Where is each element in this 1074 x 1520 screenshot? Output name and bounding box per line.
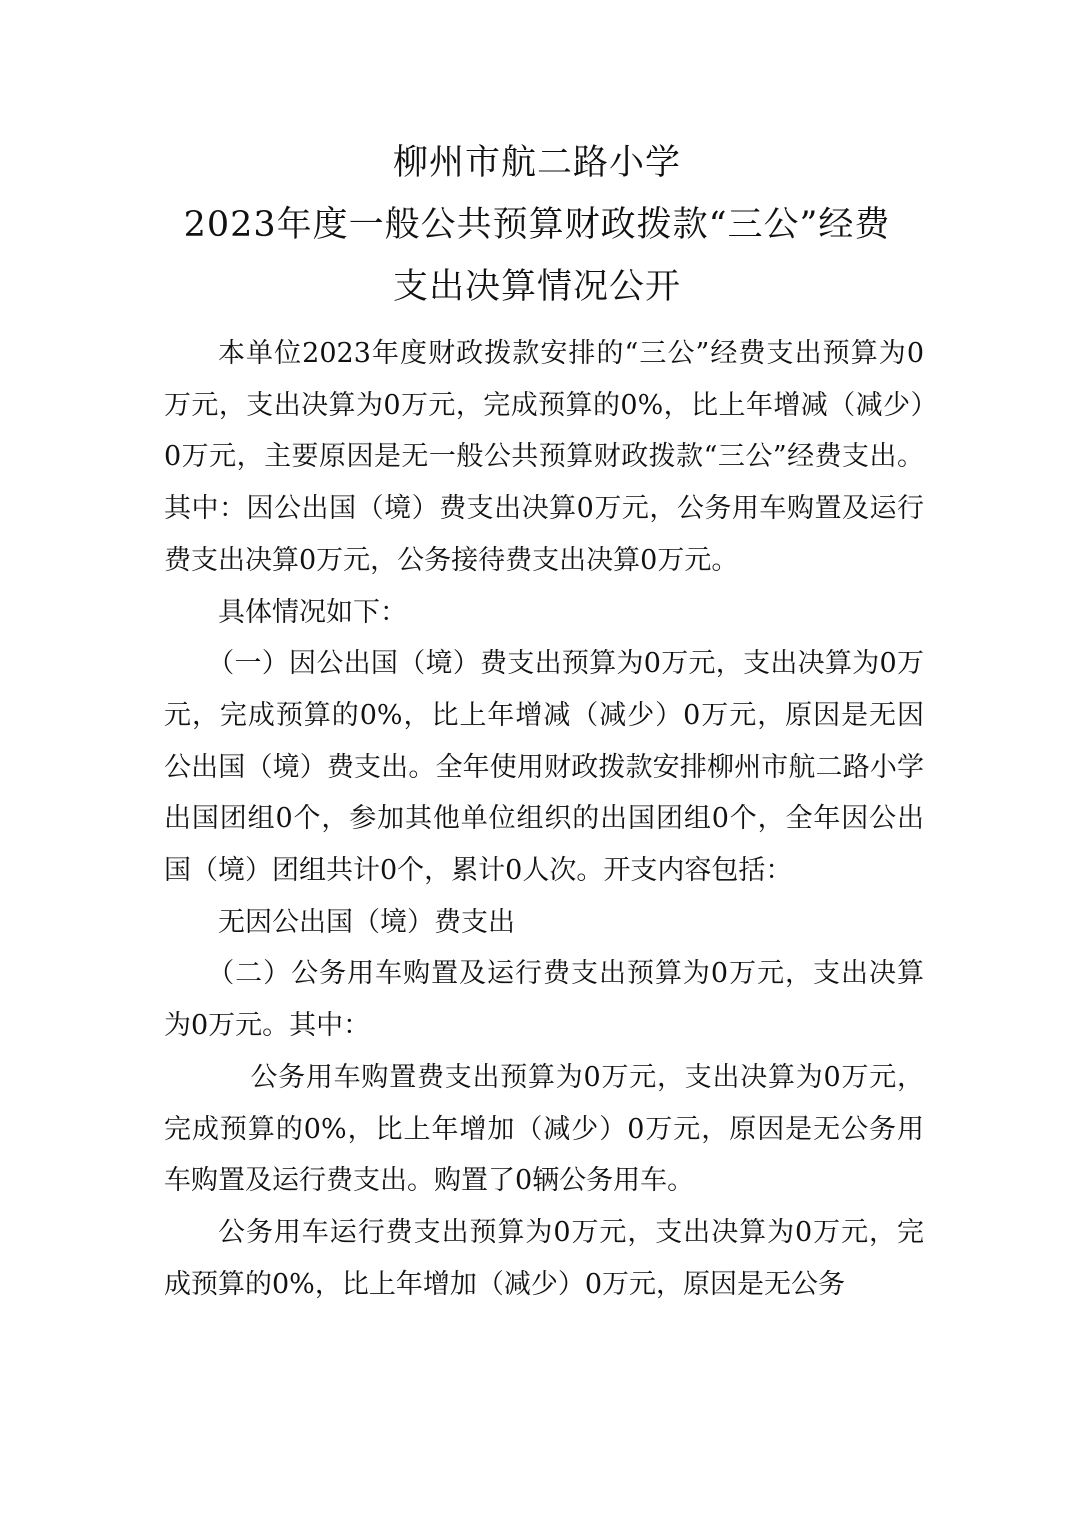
document-body bbox=[164, 328, 924, 1310]
paragraph-summary: 本单位2023年度财政拨款安排的“三公”经费支出预算为0万元，支出决算为0万元，完成预算的0%，比上年增减（减少）0万元，主要原因是无一般公共预算财政拨款“三公”经费支出。其中：因公出国（境）费支出决算0万元，公务用车购置及运行费支出决算0万元，公务接待费支出决算0万元。 bbox=[164, 338, 924, 576]
paragraph-vehicle-operation: 公务用车运行费支出预算为0万元，支出决算为0万元，完成预算的0%，比上年增加（减少）0万元，原因是无公务 bbox=[164, 1216, 924, 1300]
paragraph-section-2: （二）公务用车购置及运行费支出预算为0万元，支出决算为0万元。其中： bbox=[164, 958, 924, 1042]
title-line-heading: 支出决算情况公开 bbox=[392, 267, 681, 307]
paragraph-section-1-content: 无因公出国（境）费支出 bbox=[218, 906, 515, 938]
document-title bbox=[140, 132, 934, 318]
paragraph-section-1: （一）因公出国（境）费支出预算为0万元，支出决算为0万元，完成预算的0%，比上年增减（减少）0万元，原因是无因公出国（境）费支出。全年使用财政拨款安排柳州市航二路小学出国团组0个，参加其他单位组织的出国团组0个，全年因公出国（境）团组共计0个，累计0人次。开支内容包括： bbox=[164, 648, 924, 887]
paragraph-details-intro: 具体情况如下： bbox=[218, 596, 407, 628]
title-line-school: 柳州市航二路小学 bbox=[392, 143, 681, 183]
paragraph-vehicle-purchase: 公务用车购置费支出预算为0万元，支出决算为0万元，完成预算的0%，比上年增加（减少）0万元，原因是无公务用车购置及运行费支出。购置了0辆公务用车。 bbox=[164, 1061, 924, 1197]
title-line-subject: 2023年度一般公共预算财政拨款“三公”经费 bbox=[183, 205, 891, 245]
